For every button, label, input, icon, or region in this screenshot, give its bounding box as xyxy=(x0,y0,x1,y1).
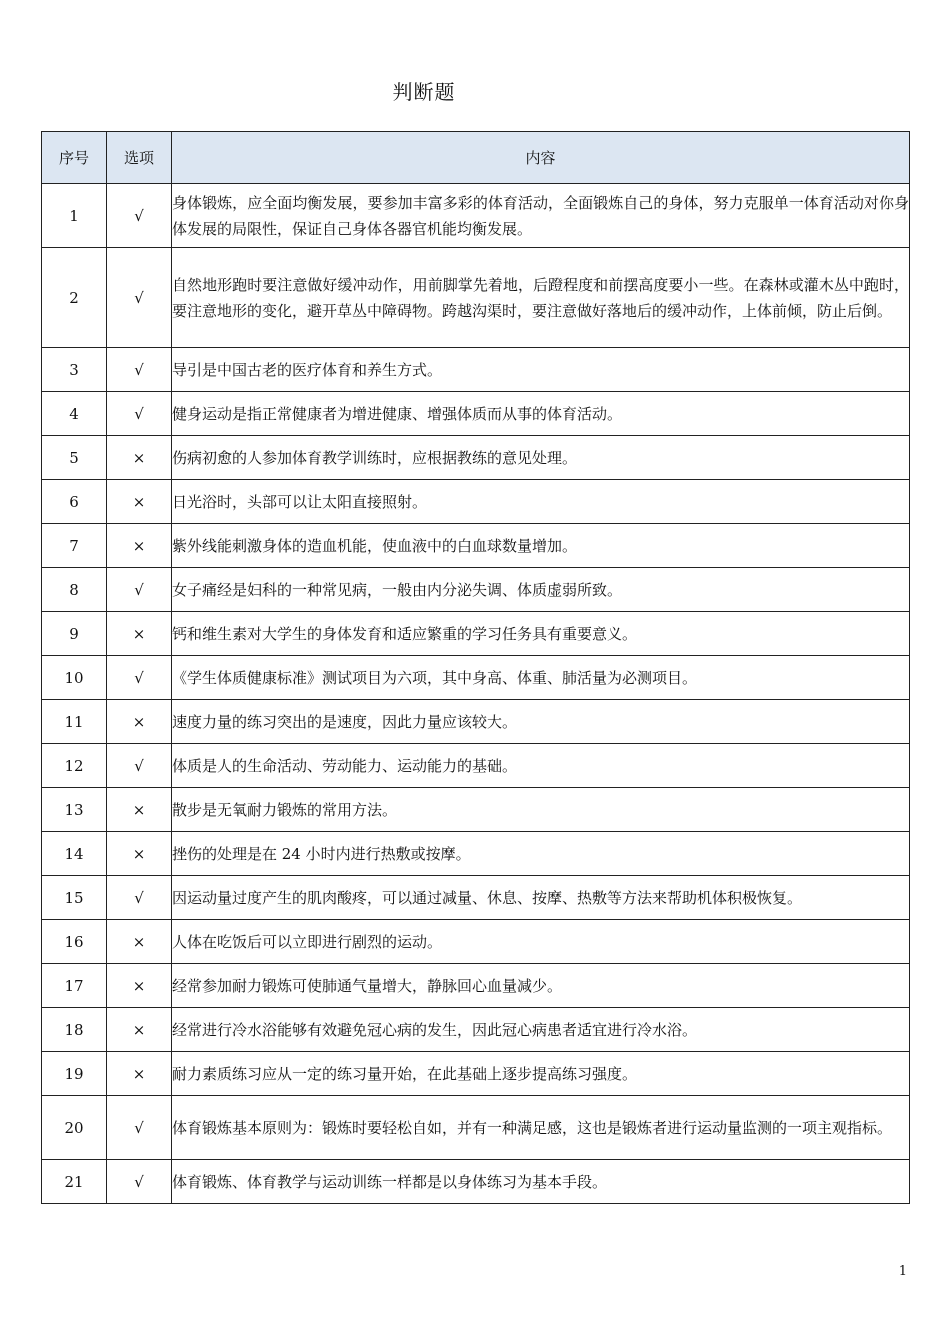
table-row xyxy=(42,700,910,744)
row-option: × xyxy=(107,920,172,964)
row-option: √ xyxy=(107,248,172,348)
table-row xyxy=(42,612,910,656)
header-option: 选项 xyxy=(107,132,172,184)
row-content: 人体在吃饭后可以立即进行剧烈的运动。 xyxy=(172,920,910,964)
header-num: 序号 xyxy=(42,132,107,184)
row-content: 导引是中国古老的医疗体育和养生方式。 xyxy=(172,348,910,392)
row-content: 女子痛经是妇科的一种常见病，一般由内分泌失调、体质虚弱所致。 xyxy=(172,568,910,612)
row-option: × xyxy=(107,700,172,744)
row-option: × xyxy=(107,832,172,876)
row-option: √ xyxy=(107,1160,172,1204)
row-option: × xyxy=(107,480,172,524)
row-content: 耐力素质练习应从一定的练习量开始，在此基础上逐步提高练习强度。 xyxy=(172,1052,910,1096)
table-row xyxy=(42,568,910,612)
row-number: 17 xyxy=(42,964,107,1008)
row-option: √ xyxy=(107,1096,172,1160)
row-content: 日光浴时，头部可以让太阳直接照射。 xyxy=(172,480,910,524)
row-content: 体质是人的生命活动、劳动能力、运动能力的基础。 xyxy=(172,744,910,788)
row-number: 13 xyxy=(42,788,107,832)
row-option: × xyxy=(107,1008,172,1052)
table-row xyxy=(42,1160,910,1204)
row-option: × xyxy=(107,1052,172,1096)
table-header-row xyxy=(42,132,910,184)
row-content: 散步是无氧耐力锻炼的常用方法。 xyxy=(172,788,910,832)
row-number: 15 xyxy=(42,876,107,920)
row-content: 钙和维生素对大学生的身体发育和适应繁重的学习任务具有重要意义。 xyxy=(172,612,910,656)
row-option: √ xyxy=(107,348,172,392)
row-number: 5 xyxy=(42,436,107,480)
row-option: √ xyxy=(107,656,172,700)
row-number: 14 xyxy=(42,832,107,876)
row-number: 19 xyxy=(42,1052,107,1096)
row-option: √ xyxy=(107,876,172,920)
row-option: × xyxy=(107,612,172,656)
row-option: × xyxy=(107,524,172,568)
row-number: 18 xyxy=(42,1008,107,1052)
table-row xyxy=(42,788,910,832)
row-content: 体育锻炼基本原则为：锻炼时要轻松自如，并有一种满足感，这也是锻炼者进行运动量监测的一项主观指标。 xyxy=(172,1096,910,1160)
row-content: 经常参加耐力锻炼可使肺通气量增大，静脉回心血量减少。 xyxy=(172,964,910,1008)
row-content: 伤病初愈的人参加体育教学训练时，应根据教练的意见处理。 xyxy=(172,436,910,480)
row-content: 《学生体质健康标准》测试项目为六项，其中身高、体重、肺活量为必测项目。 xyxy=(172,656,910,700)
true-false-table xyxy=(41,131,910,1204)
row-number: 11 xyxy=(42,700,107,744)
row-number: 7 xyxy=(42,524,107,568)
table-row xyxy=(42,248,910,348)
row-content: 因运动量过度产生的肌肉酸疼，可以通过减量、休息、按摩、热敷等方法来帮助机体积极恢复。 xyxy=(172,876,910,920)
row-content: 健身运动是指正常健康者为增进健康、增强体质而从事的体育活动。 xyxy=(172,392,910,436)
row-option: √ xyxy=(107,744,172,788)
table-row xyxy=(42,392,910,436)
page-number: 1 xyxy=(898,1264,907,1279)
row-option: √ xyxy=(107,184,172,248)
table-row xyxy=(42,436,910,480)
row-content: 挫伤的处理是在 24 小时内进行热敷或按摩。 xyxy=(172,832,910,876)
row-option: √ xyxy=(107,568,172,612)
row-content: 身体锻炼，应全面均衡发展，要参加丰富多彩的体育活动，全面锻炼自己的身体，努力克服单一体育活动对你身体发展的局限性，保证自己身体各器官机能均衡发展。 xyxy=(172,184,910,248)
row-number: 8 xyxy=(42,568,107,612)
row-content: 体育锻炼、体育教学与运动训练一样都是以身体练习为基本手段。 xyxy=(172,1160,910,1204)
row-number: 4 xyxy=(42,392,107,436)
table-row xyxy=(42,348,910,392)
table-row xyxy=(42,1008,910,1052)
row-option: × xyxy=(107,788,172,832)
row-number: 3 xyxy=(42,348,107,392)
row-number: 10 xyxy=(42,656,107,700)
table-row xyxy=(42,656,910,700)
table-row xyxy=(42,480,910,524)
header-content: 内容 xyxy=(172,132,910,184)
row-option: √ xyxy=(107,392,172,436)
row-number: 2 xyxy=(42,248,107,348)
row-number: 1 xyxy=(42,184,107,248)
table-row xyxy=(42,524,910,568)
table-row xyxy=(42,920,910,964)
row-option: × xyxy=(107,964,172,1008)
table-row xyxy=(42,832,910,876)
row-content: 紫外线能刺激身体的造血机能，使血液中的白血球数量增加。 xyxy=(172,524,910,568)
row-content: 经常进行冷水浴能够有效避免冠心病的发生，因此冠心病患者适宜进行冷水浴。 xyxy=(172,1008,910,1052)
row-number: 9 xyxy=(42,612,107,656)
row-number: 6 xyxy=(42,480,107,524)
row-number: 16 xyxy=(42,920,107,964)
row-option: × xyxy=(107,436,172,480)
table-row xyxy=(42,876,910,920)
table-row xyxy=(42,744,910,788)
table-row xyxy=(42,184,910,248)
table-row xyxy=(42,964,910,1008)
row-content: 自然地形跑时要注意做好缓冲动作，用前脚掌先着地，后蹬程度和前摆高度要小一些。在森林或灌木丛中跑时，要注意地形的变化，避开草丛中障碍物。跨越沟渠时，要注意做好落地后的缓冲动作，上体前倾，防止后倒。 xyxy=(172,248,910,348)
row-number: 12 xyxy=(42,744,107,788)
table-row xyxy=(42,1052,910,1096)
row-number: 20 xyxy=(42,1096,107,1160)
page-title: 判断题 xyxy=(392,80,456,104)
table-row xyxy=(42,1096,910,1160)
row-content: 速度力量的练习突出的是速度，因此力量应该较大。 xyxy=(172,700,910,744)
row-number: 21 xyxy=(42,1160,107,1204)
